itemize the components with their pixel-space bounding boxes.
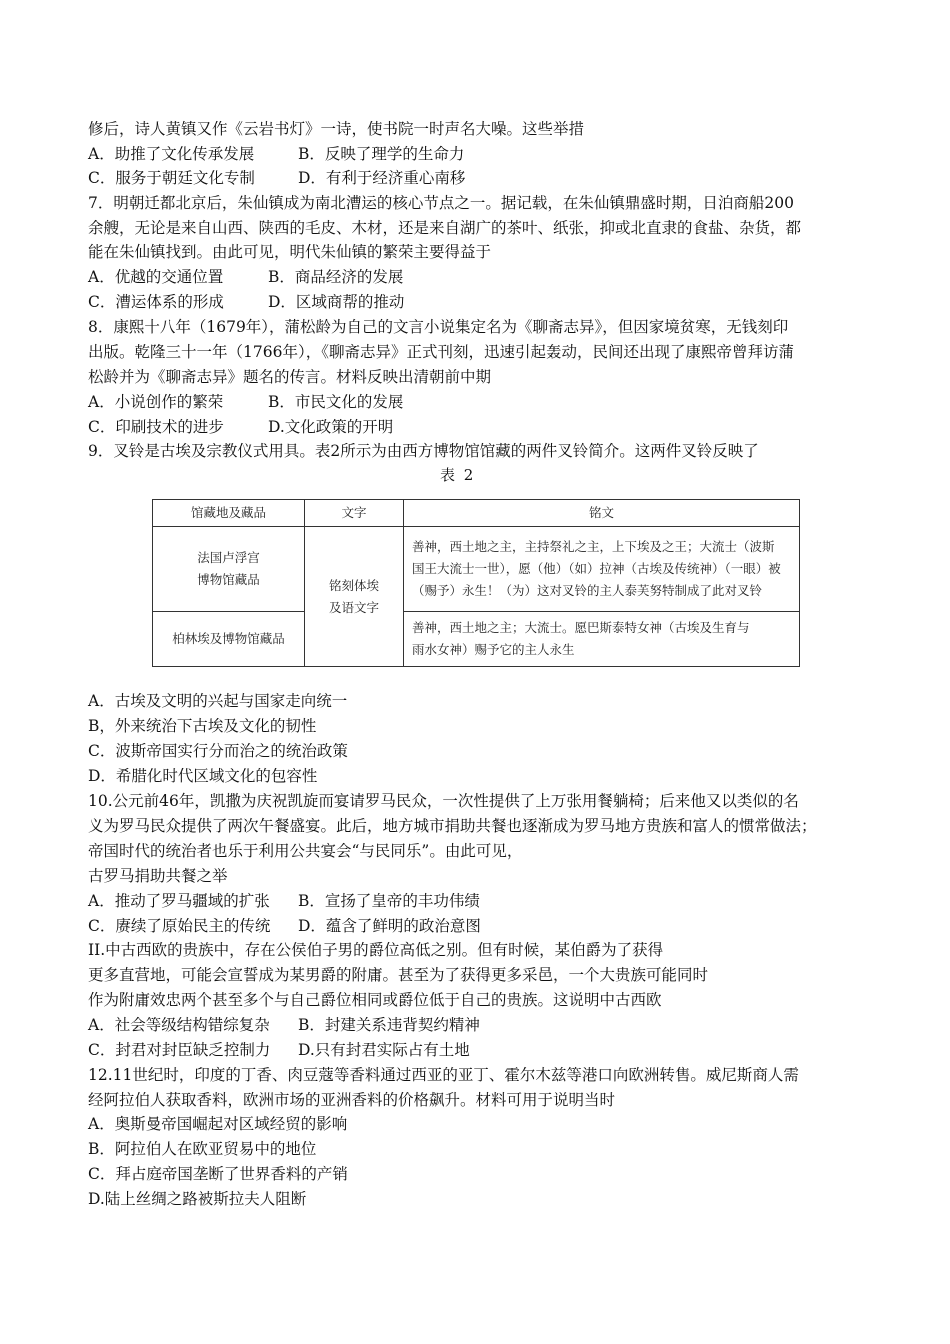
q12-stem-line1: 12.11世纪时，印度的丁香、肉豆蔻等香料通过西亚的亚丁、霍尔木兹等港口向欧洲转售。威尼斯商人需 [88, 1066, 799, 1084]
q11-option-d: D.只有封君实际占有土地 [298, 1041, 470, 1059]
q6-option-b: B．反映了理学的生命力 [298, 145, 465, 163]
q6-option-d: D．有利于经济重心南移 [298, 169, 466, 187]
q7-option-d: D．区域商帮的推动 [268, 293, 405, 311]
q10-option-d: D．蕴含了鲜明的政治意图 [298, 917, 481, 935]
q8-option-b: B．市民文化的发展 [268, 393, 404, 411]
q11-option-a: A．社会等级结构错综复杂 [88, 1016, 270, 1034]
q6-option-c: C．服务于朝廷文化专制 [88, 169, 255, 187]
cell-line: 及语文字 [328, 599, 379, 615]
table-header-cell: 铭文 [404, 500, 800, 527]
cell-line: 铭刻体埃 [328, 577, 379, 593]
q8-option-a: A．小说创作的繁荣 [88, 393, 224, 411]
q12-option-c: C．拜占庭帝国垄断了世界香料的产销 [88, 1165, 348, 1183]
q7-option-c: C．漕运体系的形成 [88, 293, 224, 311]
q6-stem-tail: 修后，诗人黄镇又作《云岩书灯》一诗，使书院一时声名大噪。这些举措 [88, 120, 585, 138]
q11-option-c: C．封君对封臣缺乏控制力 [88, 1041, 271, 1059]
cell-line: 善神，西土地之主，主持祭礼之主，上下埃及之王；大流士（波斯 [412, 539, 775, 554]
q11-stem-line2: 更多直营地，可能会宣誓成为某男爵的附庸。甚至为了获得更多采邑，一个大贵族可能同时 [88, 966, 709, 984]
q9-option-c: C．波斯帝国实行分而治之的统治政策 [88, 742, 348, 760]
q11-stem-line3: 作为附庸效忠两个甚至多个与自己爵位相同或爵位低于自己的贵族。这说明中古西欧 [88, 991, 662, 1009]
q9-stem-line1: 9．叉铃是古埃及宗教仪式用具。表2所示为由西方博物馆馆藏的两件叉铃简介。这两件叉铃反映了 [88, 442, 759, 460]
q11-option-b: B．封建关系违背契约精神 [298, 1016, 480, 1034]
cell-line: 雨水女神）赐予它的主人永生 [412, 642, 575, 657]
cell-line: 善神，西土地之主；大流士。愿巴斯泰特女神（古埃及生育与 [412, 620, 750, 635]
q9-option-d: D．希腊化时代区域文化的包容性 [88, 767, 318, 785]
q10-option-b: B．宣扬了皇帝的丰功伟绩 [298, 892, 480, 910]
table-cell-inscription [404, 612, 800, 667]
q10-stem-line3: 帝国时代的统治者也乐于利用公共宴会“与民同乐”。由此可见， [88, 842, 523, 860]
cell-line: （赐予）永生！（为）这对叉铃的主人泰芙努特制成了此对叉铃 [412, 583, 763, 598]
cell-line: 博物馆藏品 [197, 572, 260, 587]
q9-option-a: A．古埃及文明的兴起与国家走向统一 [88, 692, 348, 710]
q12-option-a: A．奥斯曼帝国崛起对区域经贸的影响 [88, 1115, 348, 1133]
q8-stem-line3: 松龄并为《聊斋志异》题名的传言。材料反映出清朝前中期 [88, 368, 492, 386]
table-cell-place [153, 527, 305, 612]
q10-option-a: A．推动了罗马疆域的扩张 [88, 892, 270, 910]
q9-option-b: B，外来统治下古埃及文化的韧性 [88, 717, 317, 735]
table-2 [152, 499, 800, 667]
table-cell-script [305, 527, 404, 667]
table-header-cell: 馆藏地及藏品 [153, 500, 305, 527]
table-header-row [153, 500, 800, 527]
q7-option-a: A．优越的交通位置 [88, 268, 224, 286]
q6-option-a: A．助推了文化传承发展 [88, 145, 255, 163]
q12-stem-line2: 经阿拉伯人获取香料，欧洲市场的亚洲香料的价格飙升。材料可用于说明当时 [88, 1091, 616, 1109]
q10-option-c: C．赓续了原始民主的传统 [88, 917, 271, 935]
q8-option-d: D.文化政策的开明 [268, 418, 394, 436]
q8-stem-line2: 出版。乾隆三十一年（1766年），《聊斋志异》正式刊刻，迅速引起轰动，民间还出现了康熙帝曾拜访蒲 [88, 343, 794, 361]
table-cell-place: 柏林埃及博物馆藏品 [153, 612, 305, 667]
cell-line: 法国卢浮宫 [197, 550, 260, 565]
q7-stem-line3: 能在朱仙镇找到。由此可见，明代朱仙镇的繁荣主要得益于 [88, 243, 492, 261]
q7-option-b: B．商品经济的发展 [268, 268, 404, 286]
table-caption: 表 2 [440, 466, 476, 484]
table-cell-inscription [404, 527, 800, 612]
q12-option-d: D.陆上丝绸之路被斯拉夫人阻断 [88, 1190, 307, 1208]
q11-stem-line1: II.中古西欧的贵族中，存在公侯伯子男的爵位高低之别。但有时候，某伯爵为了获得 [88, 941, 664, 959]
q12-option-b: B．阿拉伯人在欧亚贸易中的地位 [88, 1140, 317, 1158]
q8-stem-line1: 8．康熙十八年（1679年），蒲松龄为自己的文言小说集定名为《聊斋志异》，但因家境贫寒，无钱刻印 [88, 318, 789, 336]
q10-stem-line2: 义为罗马民众提供了两次午餐盛宴。此后，地方城市捐助共餐也逐渐成为罗马地方贵族和富人的惯常做法； [88, 817, 817, 835]
q8-option-c: C．印刷技术的进步 [88, 418, 224, 436]
q7-stem-line2: 余艘，无论是来自山西、陕西的毛皮、木材，还是来自湖广的茶叶、纸张，抑或北直隶的食盐、杂货，都 [88, 219, 802, 237]
q10-stem-line4: 古罗马捐助共餐之举 [88, 867, 228, 885]
q7-stem-line1: 7．明朝迁都北京后，朱仙镇成为南北漕运的核心节点之一。据记载，在朱仙镇鼎盛时期，日泊商船200 [88, 194, 794, 212]
table-row [153, 527, 800, 612]
cell-line: 国王大流士一世），愿（他）（如）拉神（古埃及传统神）（一眼）被 [412, 561, 781, 576]
table-row [153, 612, 800, 667]
table-header-cell: 文字 [305, 500, 404, 527]
q10-stem-line1: 10.公元前46年，凯撒为庆祝凯旋而宴请罗马民众，一次性提供了上万张用餐躺椅；后来他又以类似的名 [88, 792, 799, 810]
